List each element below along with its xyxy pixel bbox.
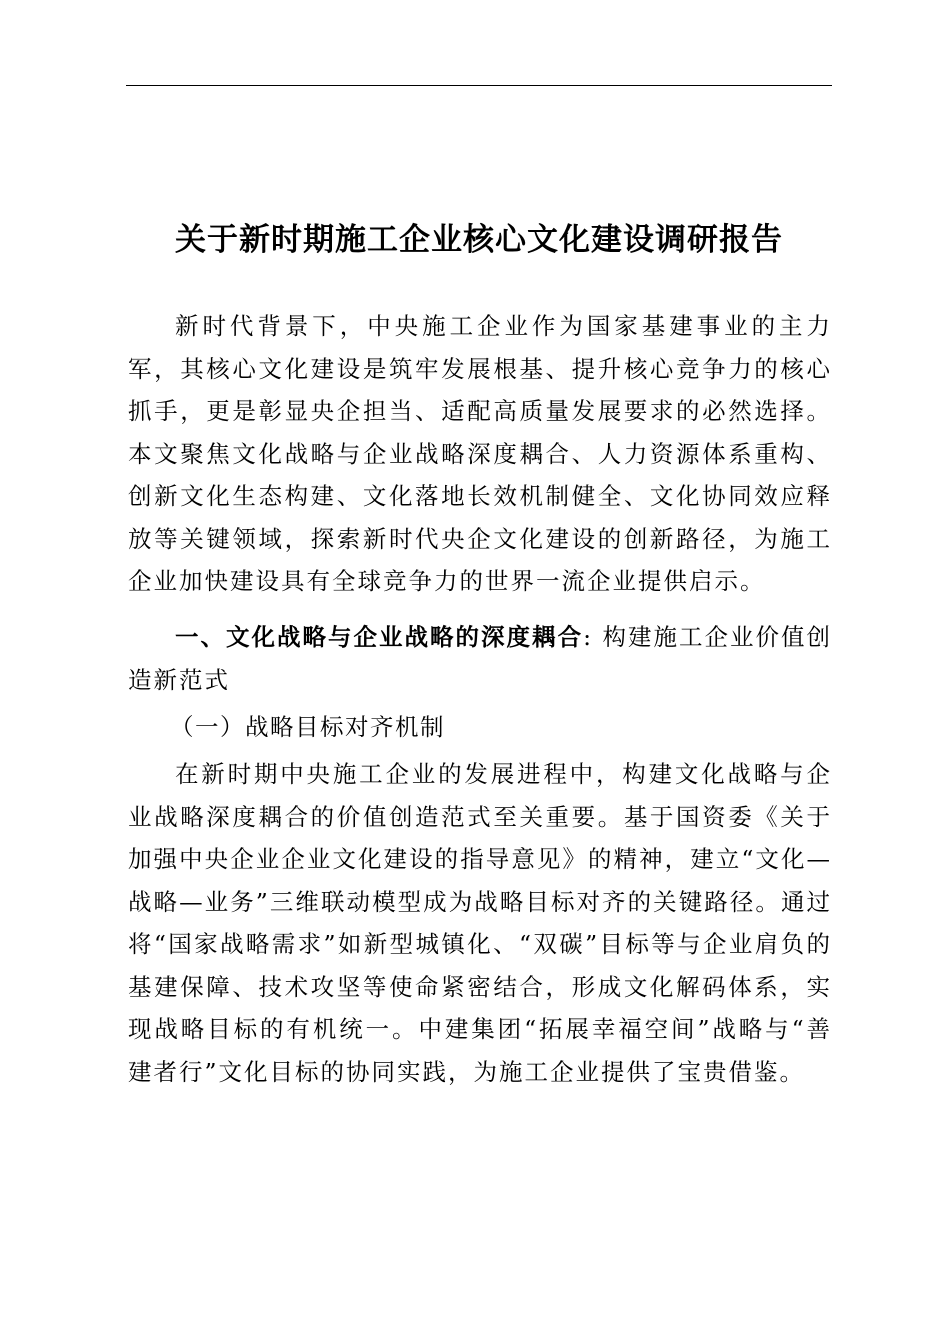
section-1-heading-bold: 一、文化战略与企业战略的深度耦合 [175,623,584,651]
header-rule [126,85,832,86]
document-title: 关于新时期施工企业核心文化建设调研报告 [175,222,783,258]
subsection-1-heading: （一）战略目标对齐机制 [170,713,445,741]
section-1-heading [128,616,832,701]
subsection-1-body: 在新时期中央施工企业的发展进程中，构建文化战略与企业战略深度耦合的价值创造范式至关重要。基于国资委《关于加强中央企业企业文化建设的指导意见》的精神，建立“文化—战略—业务”三维联动模型成为战略目标对齐的关键路径。通过将“国家战略需求”如新型城镇化、“双碳”目标等与企业肩负的基建保障、技术攻坚等使命紧密结合，形成文化解码体系，实现战略目标的有机统一。中建集团“拓展幸福空间”战略与“善建者行”文化目标的协同实践，为施工企业提供了宝贵借鉴。 [128,760,832,1086]
intro-paragraph: 新时代背景下，中央施工企业作为国家基建事业的主力军，其核心文化建设是筑牢发展根基、提升核心竞争力的核心抓手，更是彰显央企担当、适配高质量发展要求的必然选择。本文聚焦文化战略与企业战略深度耦合、人力资源体系重构、创新文化生态构建、文化落地长效机制健全、文化协同效应释放等关键领域，探索新时代央企文化建设的创新路径，为施工企业加快建设具有全球竞争力的世界一流企业提供启示。 [128,312,832,595]
section-1-heading-rest: : 构建施工企业价值创造新范式 [128,623,833,694]
